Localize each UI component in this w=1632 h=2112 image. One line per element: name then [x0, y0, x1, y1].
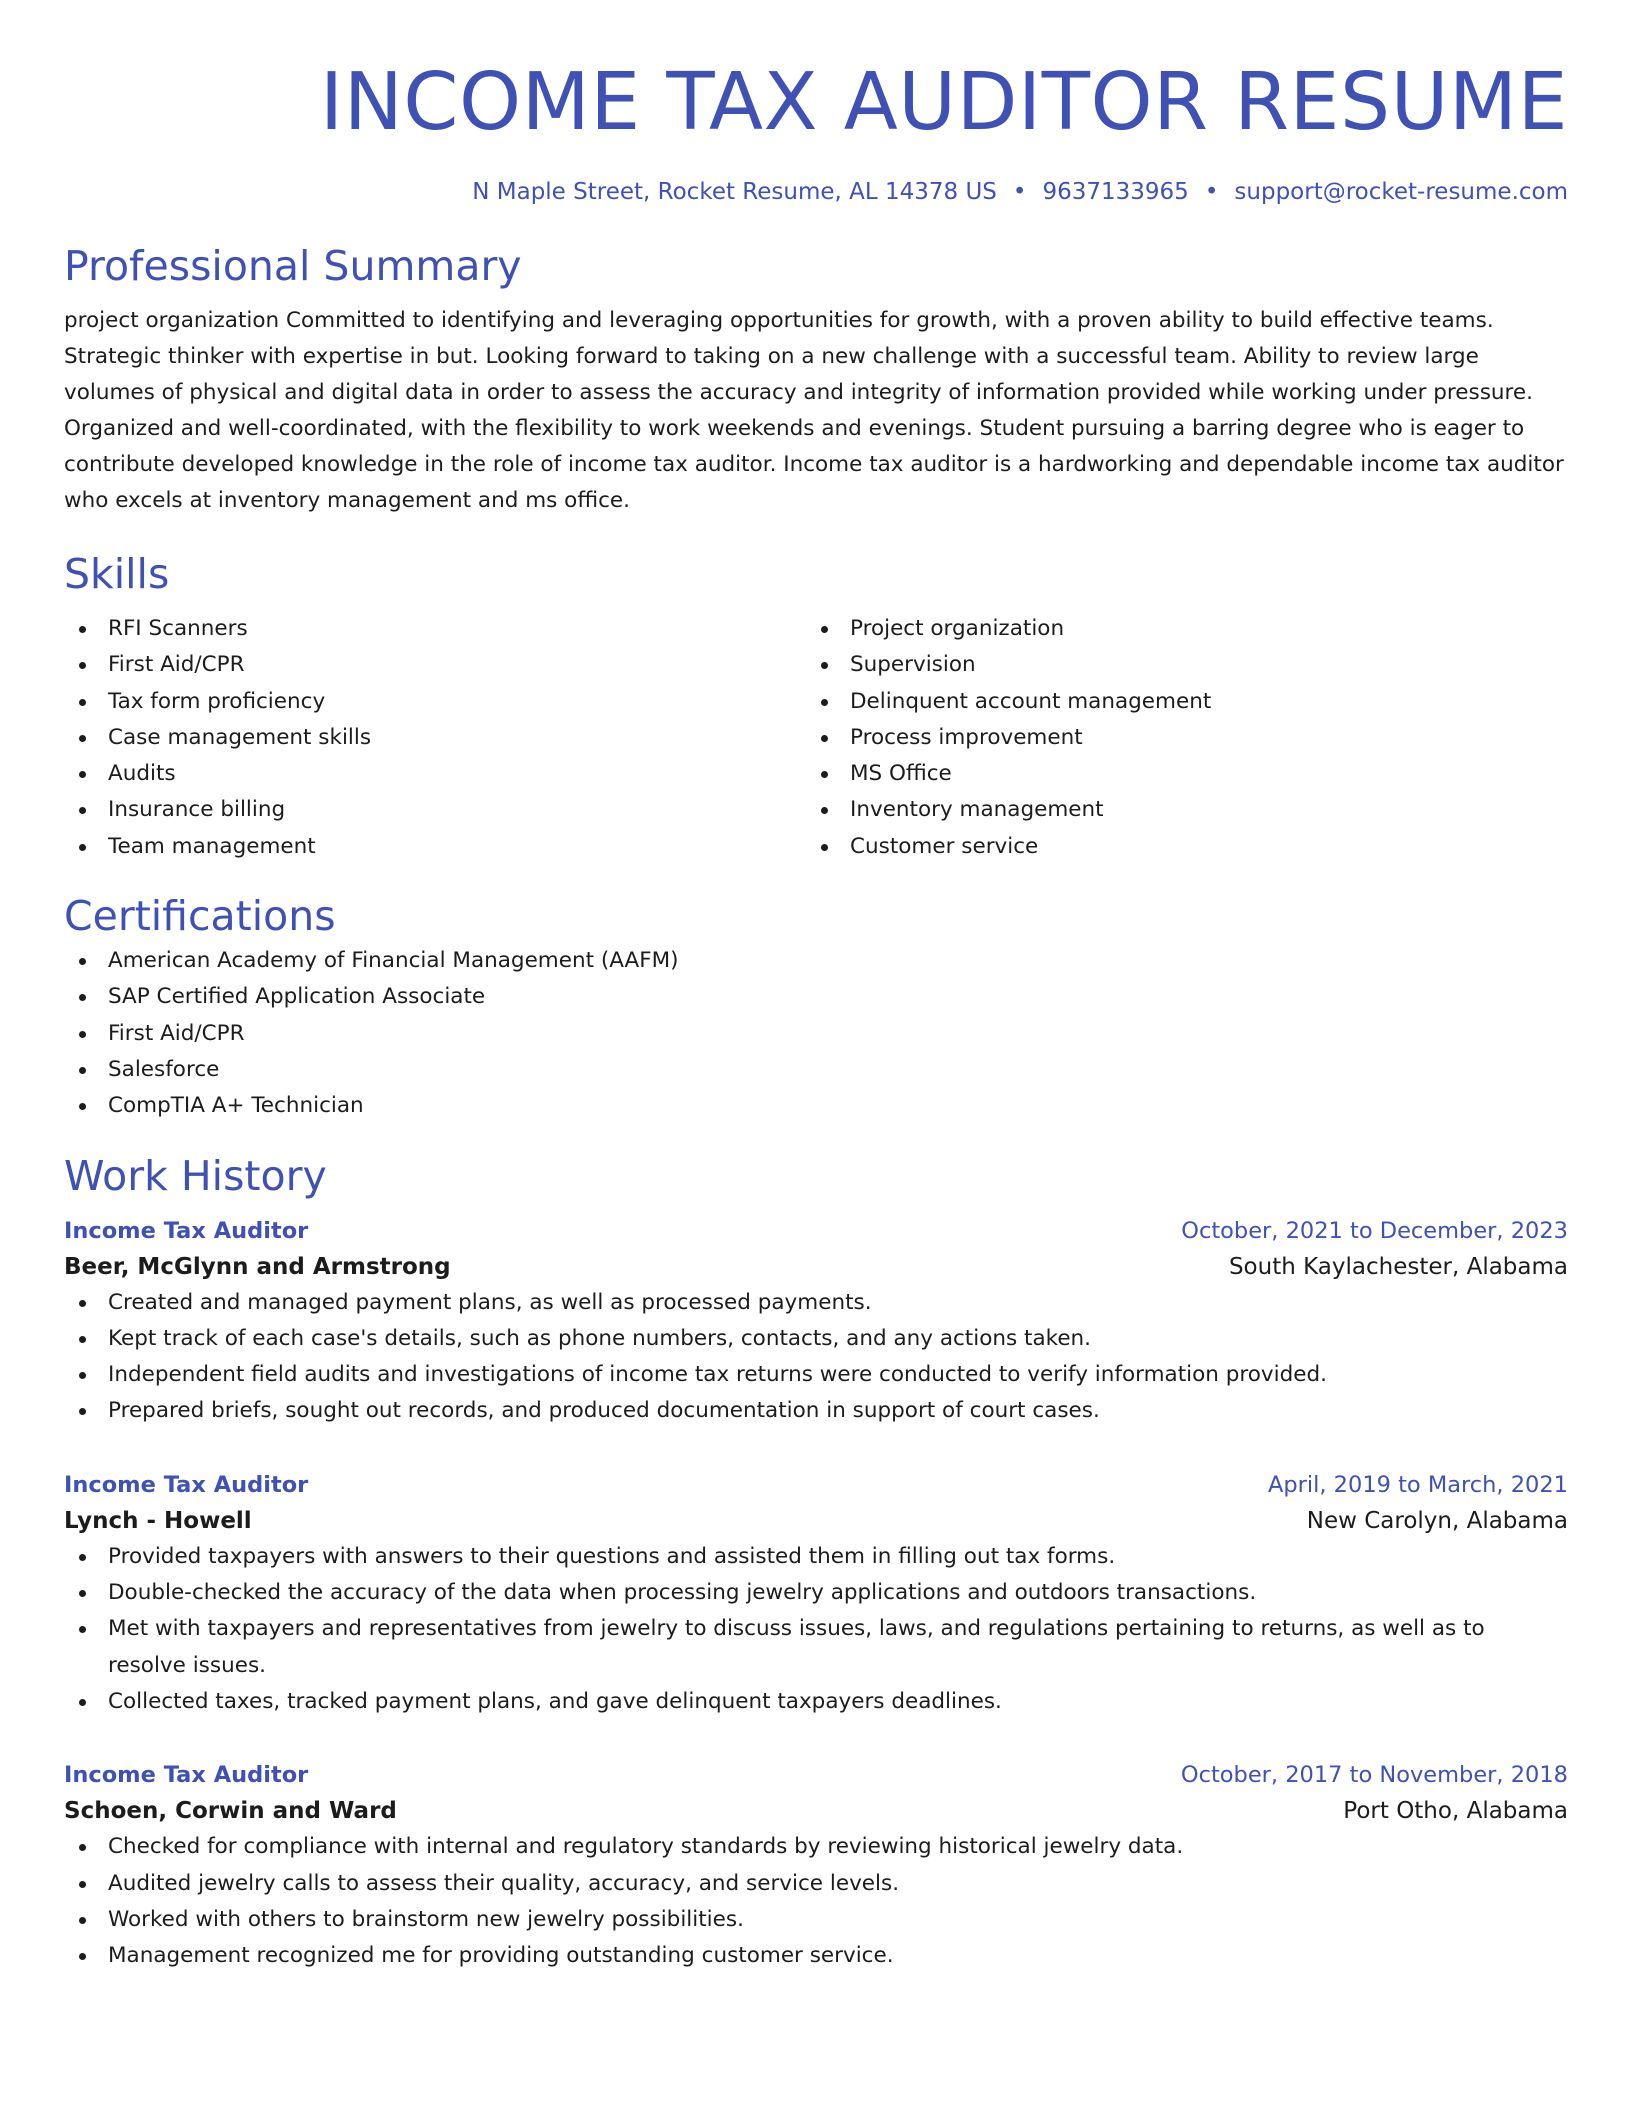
contact-phone: 9637133965: [1042, 179, 1189, 205]
skill-item: Audits: [64, 756, 806, 792]
resume-header: [64, 52, 1568, 208]
job-duties-list: [64, 1539, 1568, 1720]
job-title-row: [64, 1467, 1568, 1503]
certification-item: American Academy of Financial Management (AAFM): [64, 943, 1568, 979]
contact-separator: •: [1204, 179, 1219, 205]
job-company-row: [64, 1249, 1568, 1285]
job-duty: Kept track of each case's details, such as phone numbers, contacts, and any actions taken.: [64, 1321, 1568, 1357]
skill-item: MS Office: [806, 756, 1548, 792]
certification-item: SAP Certified Application Associate: [64, 979, 1568, 1015]
job-duty: Collected taxes, tracked payment plans, and gave delinquent taxpayers deadlines.: [64, 1684, 1568, 1720]
job-duty: Worked with others to brainstorm new jewelry possibilities.: [64, 1902, 1568, 1938]
job-title-row: [64, 1213, 1568, 1249]
skill-item: Project organization: [806, 611, 1548, 647]
job-location: New Carolyn, Alabama: [1306, 1507, 1568, 1534]
skills-grid: [64, 611, 1568, 865]
job-company: Schoen, Corwin and Ward: [64, 1798, 397, 1825]
skill-item: Delinquent account management: [806, 684, 1548, 720]
skill-item: Process improvement: [806, 720, 1548, 756]
job-duty: Prepared briefs, sought out records, and produced documentation in support of court cases.: [64, 1393, 1568, 1429]
certification-item: CompTIA A+ Technician: [64, 1088, 1568, 1124]
job-title: Income Tax Auditor: [64, 1471, 309, 1498]
skill-item: Case management skills: [64, 720, 806, 756]
summary-text: project organization Committed to identifying and leveraging opportunities for growth, with a proven ability to build effective teams. Strategic thinker with expertise in but. Looking forward to taking on a new challenge with a successful team. Ability to review large volumes of physical and digital data in order to assess the accuracy and integrity of information provided while working under pressure. Organized and well-coordinated, with the flexibility to work weekends and evenings. Student pursuing a barring degree who is eager to contribute developed knowledge in the role of income tax auditor. Income tax auditor is a hardworking and dependable income tax auditor who excels at inventory management and ms office.: [64, 308, 1564, 513]
job-entry: [64, 1757, 1568, 1974]
job-location: Port Otho, Alabama: [1343, 1798, 1568, 1825]
contact-address: N Maple Street, Rocket Resume, AL 14378 US: [472, 179, 997, 205]
job-duty: Management recognized me for providing outstanding customer service.: [64, 1938, 1568, 1974]
contact-separator: •: [1012, 179, 1027, 205]
skill-item: Team management: [64, 829, 806, 865]
skill-item: RFI Scanners: [64, 611, 806, 647]
skill-item: Customer service: [806, 829, 1548, 865]
job-duty: Checked for compliance with internal and regulatory standards by reviewing historical jewelry data.: [64, 1829, 1568, 1865]
skills-list-right: [806, 611, 1548, 865]
skills-list-left: [64, 611, 806, 865]
skills-column-right: [806, 611, 1548, 865]
job-dates: October, 2017 to November, 2018: [1180, 1762, 1568, 1789]
job-duty: Met with taxpayers and representatives from jewelry to discuss issues, laws, and regulations pertaining to returns, as well as to resolve issues.: [64, 1611, 1568, 1684]
job-company: Beer, McGlynn and Armstrong: [64, 1253, 451, 1280]
skill-item: Inventory management: [806, 792, 1548, 828]
skill-item: Insurance billing: [64, 792, 806, 828]
summary-heading: Professional Summary: [64, 242, 522, 290]
job-title-row: [64, 1757, 1568, 1793]
job-duty: Created and managed payment plans, as well as processed payments.: [64, 1285, 1568, 1321]
job-duty: Double-checked the accuracy of the data when processing jewelry applications and outdoors transactions.: [64, 1575, 1568, 1611]
certification-item: First Aid/CPR: [64, 1016, 1568, 1052]
job-company: Lynch - Howell: [64, 1507, 252, 1534]
job-title: Income Tax Auditor: [64, 1762, 309, 1789]
job-duty: Independent field audits and investigations of income tax returns were conducted to verify information provided.: [64, 1357, 1568, 1393]
certifications-list: [64, 943, 1568, 1124]
job-location: South Kaylachester, Alabama: [1228, 1253, 1568, 1280]
job-dates: April, 2019 to March, 2021: [1267, 1471, 1568, 1498]
job-entry: [64, 1467, 1568, 1720]
job-duty: Audited jewelry calls to assess their quality, accuracy, and service levels.: [64, 1866, 1568, 1902]
job-duties-list: [64, 1829, 1568, 1974]
job-company-row: [64, 1793, 1568, 1829]
resume-title: INCOME TAX AUDITOR RESUME: [319, 56, 1568, 148]
certification-item: Salesforce: [64, 1052, 1568, 1088]
work-history-heading: Work History: [64, 1151, 327, 1200]
job-duty: Provided taxpayers with answers to their questions and assisted them in filling out tax forms.: [64, 1539, 1568, 1575]
skills-heading: Skills: [64, 550, 170, 598]
contact-line: [64, 176, 1568, 208]
skill-item: Tax form proficiency: [64, 684, 806, 720]
job-duties-list: [64, 1285, 1568, 1430]
job-entry: [64, 1213, 1568, 1430]
job-title: Income Tax Auditor: [64, 1217, 309, 1244]
certifications-heading: Certifications: [64, 892, 336, 941]
skill-item: First Aid/CPR: [64, 647, 806, 683]
skill-item: Supervision: [806, 647, 1548, 683]
job-company-row: [64, 1503, 1568, 1539]
contact-email[interactable]: support@rocket-resume.com: [1234, 179, 1568, 205]
job-dates: October, 2021 to December, 2023: [1181, 1217, 1568, 1244]
skills-column-left: [64, 611, 806, 865]
